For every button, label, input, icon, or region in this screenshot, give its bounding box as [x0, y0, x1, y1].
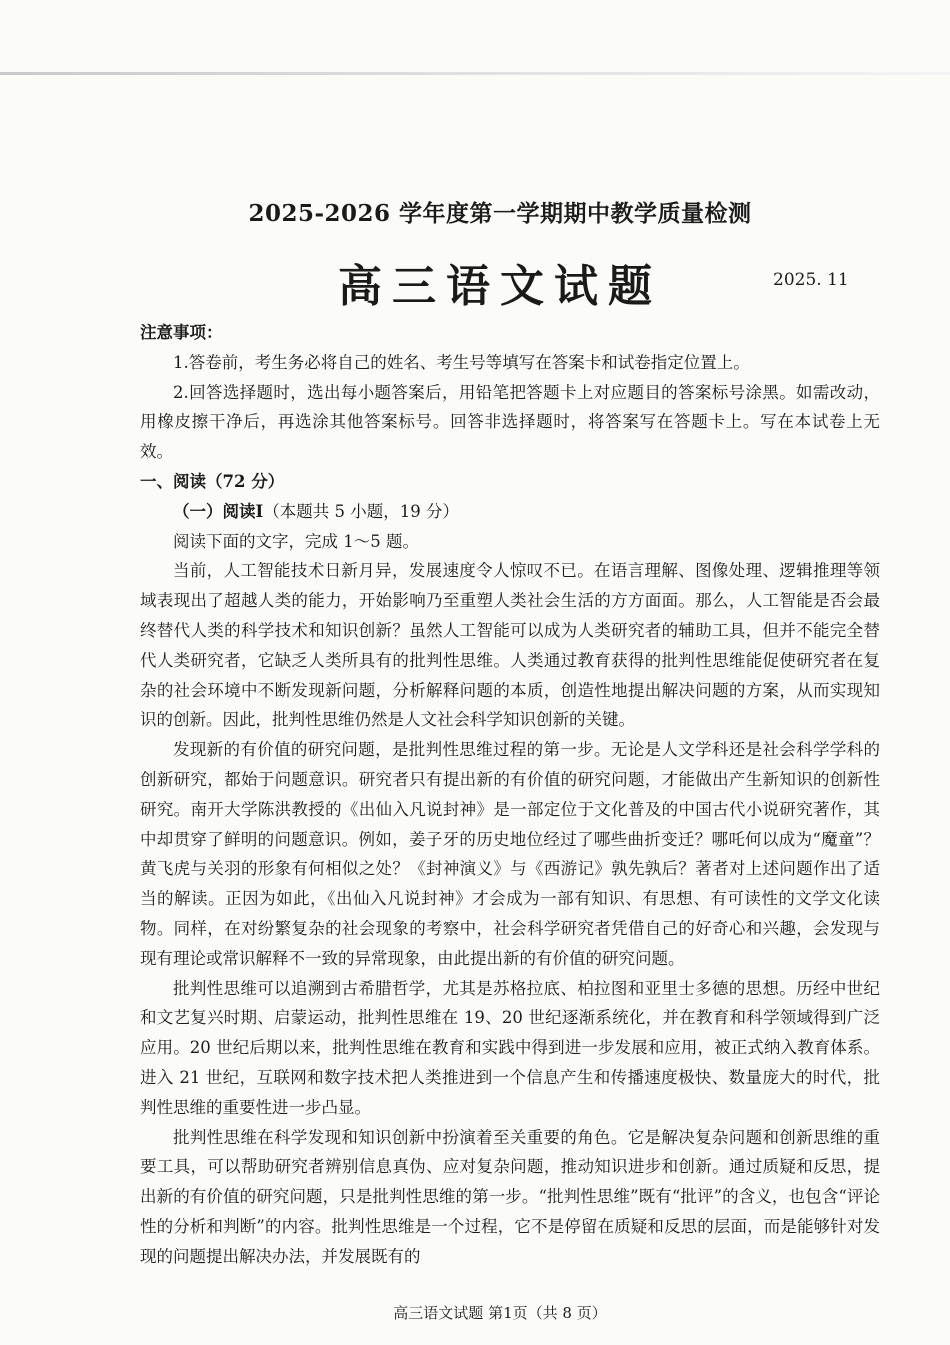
reading-instruction: 阅读下面的文字，完成 1～5 题。	[173, 531, 419, 551]
notice-item-1: 1.答卷前，考生务必将自己的姓名、考生号等填写在答案卡和试卷指定位置上。	[173, 352, 750, 372]
passage-paragraph: 批判性思维在科学发现和知识创新中扮演着至关重要的角色。它是解决复杂问题和创新思维的重要工具，可以帮助研究者辨别信息真伪、应对复杂问题，推动知识进步和创新。通过质疑和反思，提出新的有价值的研究问题，只是批判性思维的第一步。“批判性思维”既有“批评”的含义，也包含“评论性的分析和判断”的内容。批判性思维是一个过程，它不是停留在质疑和反思的层面，而是能够针对发现的问题提出解决办法，并发展既有的	[140, 1127, 880, 1266]
part-info: （本题共 5 小题，19 分）	[263, 501, 459, 521]
passage-paragraph: 批判性思维可以追溯到古希腊哲学，尤其是苏格拉底、柏拉图和亚里士多德的思想。历经中世纪和文艺复兴时期、启蒙运动，批判性思维在 19、20 世纪逐渐系统化，并在教育和科学领域得到广泛应用。20 世纪后期以来，批判性思维在教育和实践中得到进一步发展和应用，被正式纳入教育体系。进入 21 世纪，互联网和数字技术把人类推进到一个信息产生和传播速度极快、数量庞大的时代，批判性思维的重要性进一步凸显。	[140, 978, 880, 1117]
notice-item-2: 2.回答选择题时，选出每小题答案后，用铅笔把答题卡上对应题目的答案标号涂黑。如需改动，用橡皮擦干净后，再选涂其他答案标号。回答非选择题时，将答案写在答题卡上。写在本试卷上无效。	[140, 382, 880, 462]
part-label: （一）阅读Ⅰ	[173, 501, 264, 521]
passage-paragraph: 发现新的有价值的研究问题，是批判性思维过程的第一步。无论是人文学科还是社会科学学科的创新研究，都始于问题意识。研究者只有提出新的有价值的研究问题，才能做出产生新知识的创新性研究。南开大学陈洪教授的《出仙入凡说封神》是一部定位于文化普及的中国古代小说研究著作，其中却贯穿了鲜明的问题意识。例如，姜子牙的历史地位经过了哪些曲折变迁？哪吒何以成为“魔童”？黄飞虎与关羽的形象有何相似之处？《封神演义》与《西游记》孰先孰后？著者对上述问题作出了适当的解读。正因为如此，《出仙入凡说封神》才会成为一部有知识、有思想、有可读性的文学文化读物。同样，在对纷繁复杂的社会现象的考察中，社会科学研究者凭借自己的好奇心和兴趣，会发现与现有理论或常识解释不一致的异常现象，由此提出新的有价值的研究问题。	[140, 740, 880, 968]
exam-title: 高三语文试题	[338, 261, 662, 312]
scan-edge-line	[0, 72, 950, 75]
exam-date: 2025. 11	[773, 270, 849, 290]
passage-paragraph: 当前，人工智能技术日新月异，发展速度令人惊叹不已。在语言理解、图像处理、逻辑推理等领域表现出了超越人类的能力，开始影响乃至重塑人类社会生活的方方面面。那么，人工智能是否会最终替代人类的科学技术和知识创新？虽然人工智能可以成为人类研究者的辅助工具，但并不能完全替代人类研究者，它缺乏人类所具有的批判性思维。人类通过教育获得的批判性思维能促使研究者在复杂的社会环境中不断发现新问题，分析解释问题的本质，创造性地提出解决问题的方案，从而实现知识的创新。因此，批判性思维仍然是人文社会科学知识创新的关键。	[140, 561, 880, 730]
exam-subtitle: 2025-2026 学年度第一学期期中教学质量检测	[248, 200, 752, 227]
notice-heading: 注意事项：	[140, 323, 223, 342]
part-heading	[140, 497, 880, 527]
section-title: 一、阅读（72 分）	[140, 471, 285, 491]
page-footer: 高三语文试题 第1页（共 8 页）	[393, 1304, 607, 1322]
exam-body	[140, 318, 880, 1272]
